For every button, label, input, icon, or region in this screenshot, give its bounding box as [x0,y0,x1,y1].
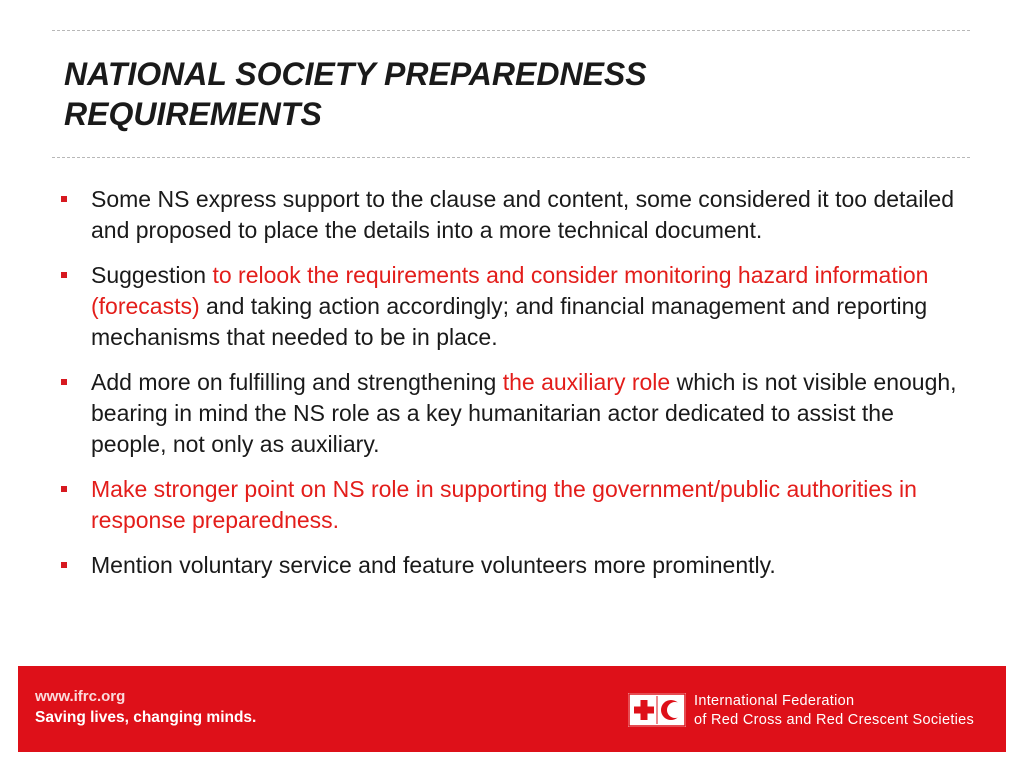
organization-name-line-1: International Federation [694,693,855,709]
bullet-text: Some NS express support to the clause and content, some considered it too detailed and proposed to place the details into a more technical document. [91,186,955,243]
bullet-text-highlight: the auxiliary role [502,369,671,395]
top-dashed-divider [52,30,970,31]
square-bullet-icon [61,272,67,278]
footer-bar [18,666,1006,752]
page-title-line-1: NATIONAL SOCIETY PREPAREDNESS [64,56,647,92]
bullet-item [60,474,965,536]
bullet-list [60,184,965,595]
bullet-item [60,260,965,353]
bullet-text-highlight: Make stronger point on NS role in supporting the government/public authorities in response preparedness. [91,476,917,533]
square-bullet-icon [61,379,67,385]
bullet-item [60,367,965,460]
tagline: Saving lives, changing minds. [35,709,257,726]
bullet-text: which is not visible enough, bearing in mind the NS role as a key humanitarian actor dedicated to assist the people, not only as auxiliary. [91,369,957,457]
page-title-line-2: REQUIREMENTS [64,96,322,132]
bullet-text: and taking action accordingly; and financial management and reporting mechanisms that needed to be in place. [91,293,928,350]
bullet-item [60,550,965,581]
bullet-item [60,184,965,246]
bullet-text: Add more on fulfilling and strengthening [91,369,503,395]
square-bullet-icon [61,562,67,568]
organization-name-line-2: of Red Cross and Red Crescent Societies [694,712,975,728]
website-link[interactable]: www.ifrc.org [35,688,126,705]
page-title [64,54,944,134]
bullet-text: Mention voluntary service and feature volunteers more prominently. [91,552,776,578]
square-bullet-icon [61,486,67,492]
red-cross-red-crescent-emblem-icon [628,693,686,727]
bullet-text: Suggestion [91,262,213,288]
bullet-text-highlight: to relook the requirements and consider monitoring hazard information (forecasts) [91,262,929,319]
title-dashed-divider [52,157,970,158]
square-bullet-icon [61,196,67,202]
